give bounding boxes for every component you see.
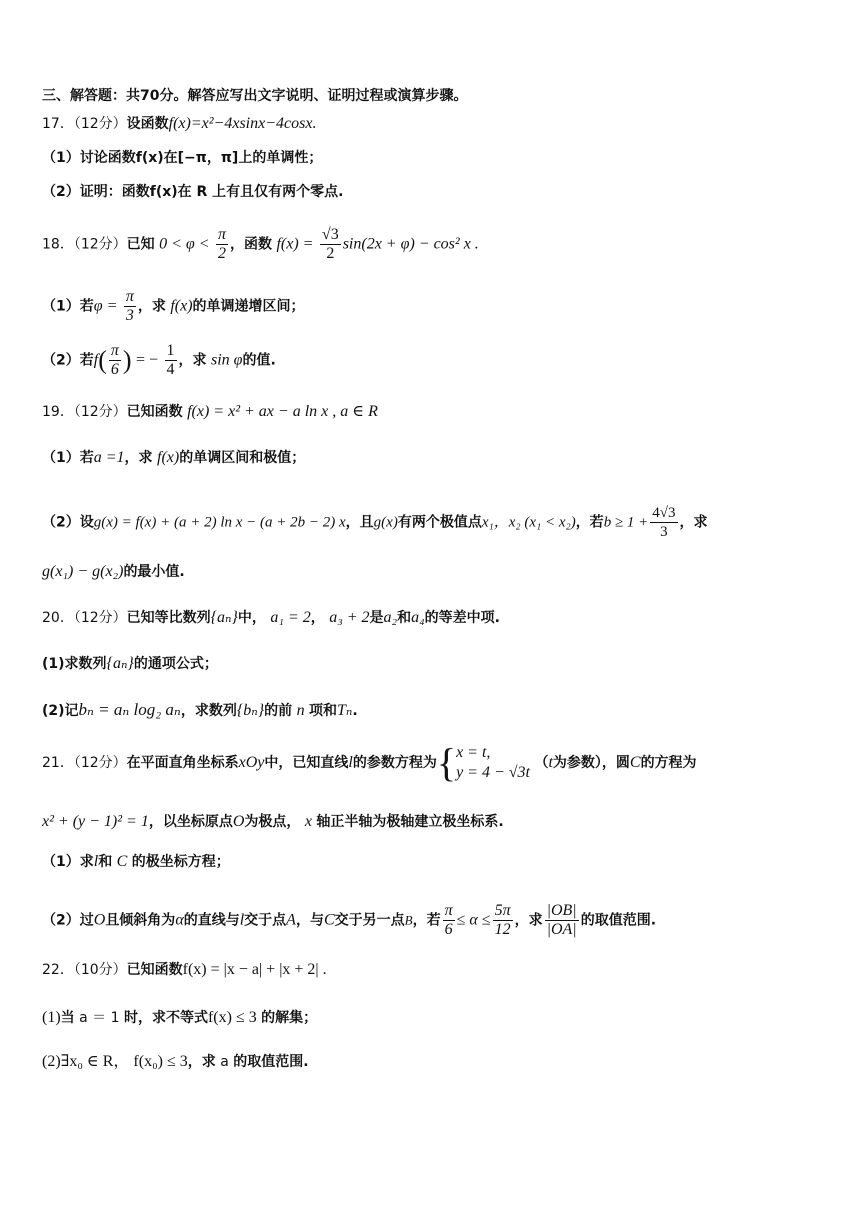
q20-p2-n: n xyxy=(296,702,305,719)
q21-stem-e: 为参数），圆 xyxy=(552,755,630,771)
q20-a1: a₁ = 2 xyxy=(270,609,311,626)
q22-p1-num: (1) xyxy=(42,1009,61,1026)
q21-p2-ob: |OB| xyxy=(546,902,577,919)
q21-stem-f: 的方程为 xyxy=(640,755,697,771)
q20-part2 xyxy=(42,700,838,721)
q18-p1-phi: φ = xyxy=(93,297,118,315)
q21-line2-b: 为极点， xyxy=(244,814,301,830)
q19-p2-cond: b ≥ 1 + xyxy=(603,514,649,531)
q21-p2-A: A xyxy=(286,911,296,929)
q21-p2-a: （2）过 xyxy=(42,912,94,929)
q21-p2-f: 交于另一点 xyxy=(334,912,405,929)
q17-number: 17．（12分） xyxy=(42,116,127,132)
q22-stem xyxy=(42,960,838,980)
q20-p1-b: 的通项公式； xyxy=(133,656,218,672)
q18-p1-num: π xyxy=(125,288,134,305)
q21-param-system xyxy=(456,743,530,783)
q18-frac-den: 2 xyxy=(218,245,226,262)
q18-stem-a: 已知 xyxy=(126,236,155,253)
q18-p1-c: 的单调递增区间； xyxy=(192,298,305,315)
q21-p2-e: ，与 xyxy=(295,912,324,929)
q19-part2-line2 xyxy=(42,562,838,582)
q21-l: l xyxy=(348,754,353,771)
q20-sep: ， xyxy=(310,610,325,626)
q21-p1-b: 和 xyxy=(98,854,113,870)
q19-number: 19．（12分） xyxy=(42,404,127,420)
q21-brace: { xyxy=(436,740,457,785)
q21-p2-alpha: α xyxy=(175,911,184,929)
q21-eq2: y = 4 − √3t xyxy=(456,764,530,781)
q21-p2-d: 交于点 xyxy=(244,912,287,929)
q22-stem-a: 已知函数 xyxy=(126,962,183,978)
q22-p1-ineq: f(x) ≤ 3 xyxy=(207,1009,257,1026)
q17-part1: （1）讨论函数f(x)在[−π，π]上的单调性； xyxy=(42,150,323,166)
q20-a4: a₄ xyxy=(411,609,425,626)
q21-p1-l: l xyxy=(93,853,99,870)
q22-part1 xyxy=(42,1008,838,1028)
q18-p2-rparen: ) xyxy=(122,345,132,375)
q21-p1-a: （1）求 xyxy=(42,854,94,870)
q21-stem-c: 的参数方程为 xyxy=(352,755,437,771)
q19-p1-c: 的单调区间和极值； xyxy=(179,450,306,466)
q19-p1-a: （1）若 xyxy=(42,450,94,466)
q20-p2-b: ，求数列 xyxy=(180,703,237,719)
q22-formula: f(x) = |x − a| + |x + 2| . xyxy=(182,961,327,978)
q18-stem xyxy=(42,226,838,263)
q20-seq: {aₙ} xyxy=(210,609,238,626)
q20-p2-seq: {bₙ} xyxy=(236,702,265,719)
q22-p1-b: 时，求不等式 xyxy=(123,1010,208,1026)
q22-p2-a: ，求 xyxy=(187,1054,216,1070)
q19-p2-formula: g(x) = f(x) + (a + 2) ln x − (a + 2b − 2) x xyxy=(93,514,346,531)
q18-p1-frac xyxy=(124,288,136,325)
q21-line2-a: ，以坐标原点 xyxy=(148,814,233,830)
q22-p1-cond: a ＝ 1 xyxy=(79,1010,120,1026)
q18-f-lhs: f(x) = xyxy=(276,235,314,253)
q22-p1-a: 当 xyxy=(60,1010,75,1026)
q21-p2-ratio xyxy=(545,902,579,939)
q21-line2 xyxy=(42,812,838,832)
q20-a2: a₂ xyxy=(383,609,398,626)
q20-stem-b: 中， xyxy=(237,610,266,626)
q21-p1-C: C xyxy=(116,853,128,870)
q21-x: x xyxy=(304,813,312,830)
q21-p2-B: B xyxy=(404,912,413,928)
q18-p2-lparen: ( xyxy=(98,345,107,375)
q18-p2-frac xyxy=(109,342,121,379)
section-header: 三、解答题：共70分。解答应写出文字说明、证明过程或演算步骤。 xyxy=(42,88,468,104)
q21-eq1: x = t, xyxy=(456,744,491,761)
q18-sqrt3: √3 xyxy=(321,226,339,243)
q21-p2-c: 的直线与 xyxy=(183,912,240,929)
q20-p2-formula: bₙ = aₙ log₂ aₙ xyxy=(78,700,181,719)
q21-xOy: xOy xyxy=(238,754,265,771)
q19-p2-c: 有两个极值点 xyxy=(397,514,482,531)
q18-p2-rfrac xyxy=(165,342,177,379)
q21-p2-h: ，求 xyxy=(514,912,543,929)
q17-part2: （2）证明：函数f(x)在 R 上有且仅有两个零点. xyxy=(42,184,344,200)
q21-p2-rfrac xyxy=(493,902,513,939)
q20-number: 20．（12分） xyxy=(42,610,127,626)
q21-p2-C: C xyxy=(323,911,335,929)
q18-part2 xyxy=(42,342,838,379)
q18-cond: 0 < φ < xyxy=(159,235,210,253)
q19-p2-frac xyxy=(650,504,677,541)
q21-stem-d: （ xyxy=(534,755,549,771)
q18-p1-fx: f(x) xyxy=(170,297,193,315)
q18-p2-rnum: 1 xyxy=(166,342,175,359)
q21-stem-a: 在平面直角坐标系 xyxy=(126,755,239,771)
q22-p2-b: 的取值范围. xyxy=(233,1054,309,1070)
q21-p2-b: 且倾斜角为 xyxy=(105,912,176,929)
q19-formula: f(x) = x² + ax − a ln x , a ∈ R xyxy=(187,403,378,420)
q18-p2-c: 的值. xyxy=(242,352,276,369)
q18-p2-a: （2）若 xyxy=(42,352,94,369)
q18-part1 xyxy=(42,288,838,325)
q20-p2-T: Tₙ xyxy=(337,702,353,719)
q18-p2-eq: = − xyxy=(136,351,159,369)
q19-p2-den: 3 xyxy=(660,524,668,540)
q20-p1-seq: {aₙ} xyxy=(106,655,134,672)
q18-frac xyxy=(216,226,228,263)
q18-p2-sin: sin φ xyxy=(210,351,243,369)
q20-stem-c: 是 xyxy=(369,610,384,626)
q21-p2-i: 的取值范围. xyxy=(580,912,657,929)
q22-p2-num: (2) xyxy=(42,1053,61,1070)
q18-p2-f: f xyxy=(93,351,99,369)
q21-C: C xyxy=(629,754,641,771)
q19-p1-fx: f(x) xyxy=(157,449,180,466)
q19-stem-a: 已知函数 xyxy=(126,404,183,420)
q20-p1-a: (1)求数列 xyxy=(42,656,107,672)
q17-stem-prefix: 设函数 xyxy=(126,116,169,132)
q18-p1-den: 3 xyxy=(125,307,134,324)
q18-coef xyxy=(320,226,341,263)
q21-p2-rden: 12 xyxy=(494,921,511,938)
q21-p2-lnum: π xyxy=(444,902,453,919)
q21-line2-c: 轴正半轴为极轴建立极坐标系. xyxy=(316,814,504,830)
q20-stem-d: 和 xyxy=(397,610,412,626)
q19-p2-num: 4√3 xyxy=(652,505,676,521)
q18-two: 2 xyxy=(326,245,335,262)
q18-p2-den: 6 xyxy=(110,361,119,378)
q21-p1-c: 的极坐标方程； xyxy=(131,854,230,870)
q20-p2-a: (2)记 xyxy=(42,703,79,719)
q18-p2-rden: 4 xyxy=(166,361,175,378)
q18-p2-num: π xyxy=(110,342,119,359)
q18-f-rhs: sin(2x + φ) − cos² x . xyxy=(342,235,479,253)
q19-p1-b: ，求 xyxy=(124,450,153,466)
q21-stem xyxy=(42,738,838,788)
q19-p2-x1: x₁， xyxy=(481,514,509,531)
q21-p2-l: l xyxy=(239,911,245,929)
q18-frac-num: π xyxy=(218,226,227,243)
q20-a3: a₃ + 2 xyxy=(329,609,370,626)
q21-p2-oa: |OA| xyxy=(546,921,577,938)
q21-t: t xyxy=(548,754,553,771)
q21-p2-g: ，若 xyxy=(412,912,441,929)
q18-number: 18．（12分） xyxy=(42,236,127,253)
q21-p2-lden: 6 xyxy=(444,921,453,938)
q17-stem xyxy=(42,114,838,134)
q19-part2 xyxy=(42,504,838,541)
q19-p2-d: ，若 xyxy=(575,514,604,531)
q22-p2-var: a xyxy=(220,1054,229,1070)
q22-number: 22．（10分） xyxy=(42,962,127,978)
q19-p2-x2: x₂ (x₁ < x₂) xyxy=(508,514,576,531)
q19-stem xyxy=(42,402,838,422)
q19-p2-line2-text: 的最小值. xyxy=(123,564,185,580)
q21-p2-mid: ≤ α ≤ xyxy=(456,911,491,929)
q22-p1-c: 的解集； xyxy=(261,1010,318,1026)
q21-number: 21．（12分） xyxy=(42,755,127,771)
q18-p1-a: （1）若 xyxy=(42,298,94,315)
q21-part2 xyxy=(42,902,838,939)
q21-O: O xyxy=(232,813,245,830)
q18-p2-b: ，求 xyxy=(178,352,207,369)
q21-stem-b: 中，已知直线 xyxy=(264,755,349,771)
q18-p1-b: ，求 xyxy=(137,298,166,315)
q18-comma1: ，函数 xyxy=(230,236,273,253)
q20-part1 xyxy=(42,654,838,674)
q19-p2-a: （2）设 xyxy=(42,514,94,531)
q20-stem-e: 的等差中项. xyxy=(424,610,500,626)
q22-part2 xyxy=(42,1052,838,1072)
q21-p2-O: O xyxy=(93,911,106,929)
q19-part1 xyxy=(42,448,838,468)
q20-stem-a: 已知等比数列 xyxy=(126,610,211,626)
q20-p2-c: 的前 xyxy=(264,703,293,719)
q22-p2-formula: ∃x₀ ∈ R， f(x₀) ≤ 3 xyxy=(60,1053,188,1070)
q21-line2-formula: x² + (y − 1)² = 1 xyxy=(42,813,149,830)
q19-p2-b: ，且 xyxy=(345,514,374,531)
q20-stem xyxy=(42,608,838,628)
q21-p2-lfrac xyxy=(443,902,455,939)
q17-formula: f(x)=x²−4xsinx−4cosx. xyxy=(168,115,317,132)
q21-p2-rnum: 5π xyxy=(494,902,511,919)
q19-p2-gx: g(x) xyxy=(373,514,398,531)
q19-p2-line2-formula: g(x₁) − g(x₂) xyxy=(42,563,124,580)
q20-p2-e: . xyxy=(352,703,358,719)
q19-p2-e: ，求 xyxy=(679,514,708,531)
q21-part1 xyxy=(42,852,838,872)
q20-p2-d: 项和 xyxy=(309,703,338,719)
q19-p1-cond: a =1 xyxy=(93,449,125,466)
